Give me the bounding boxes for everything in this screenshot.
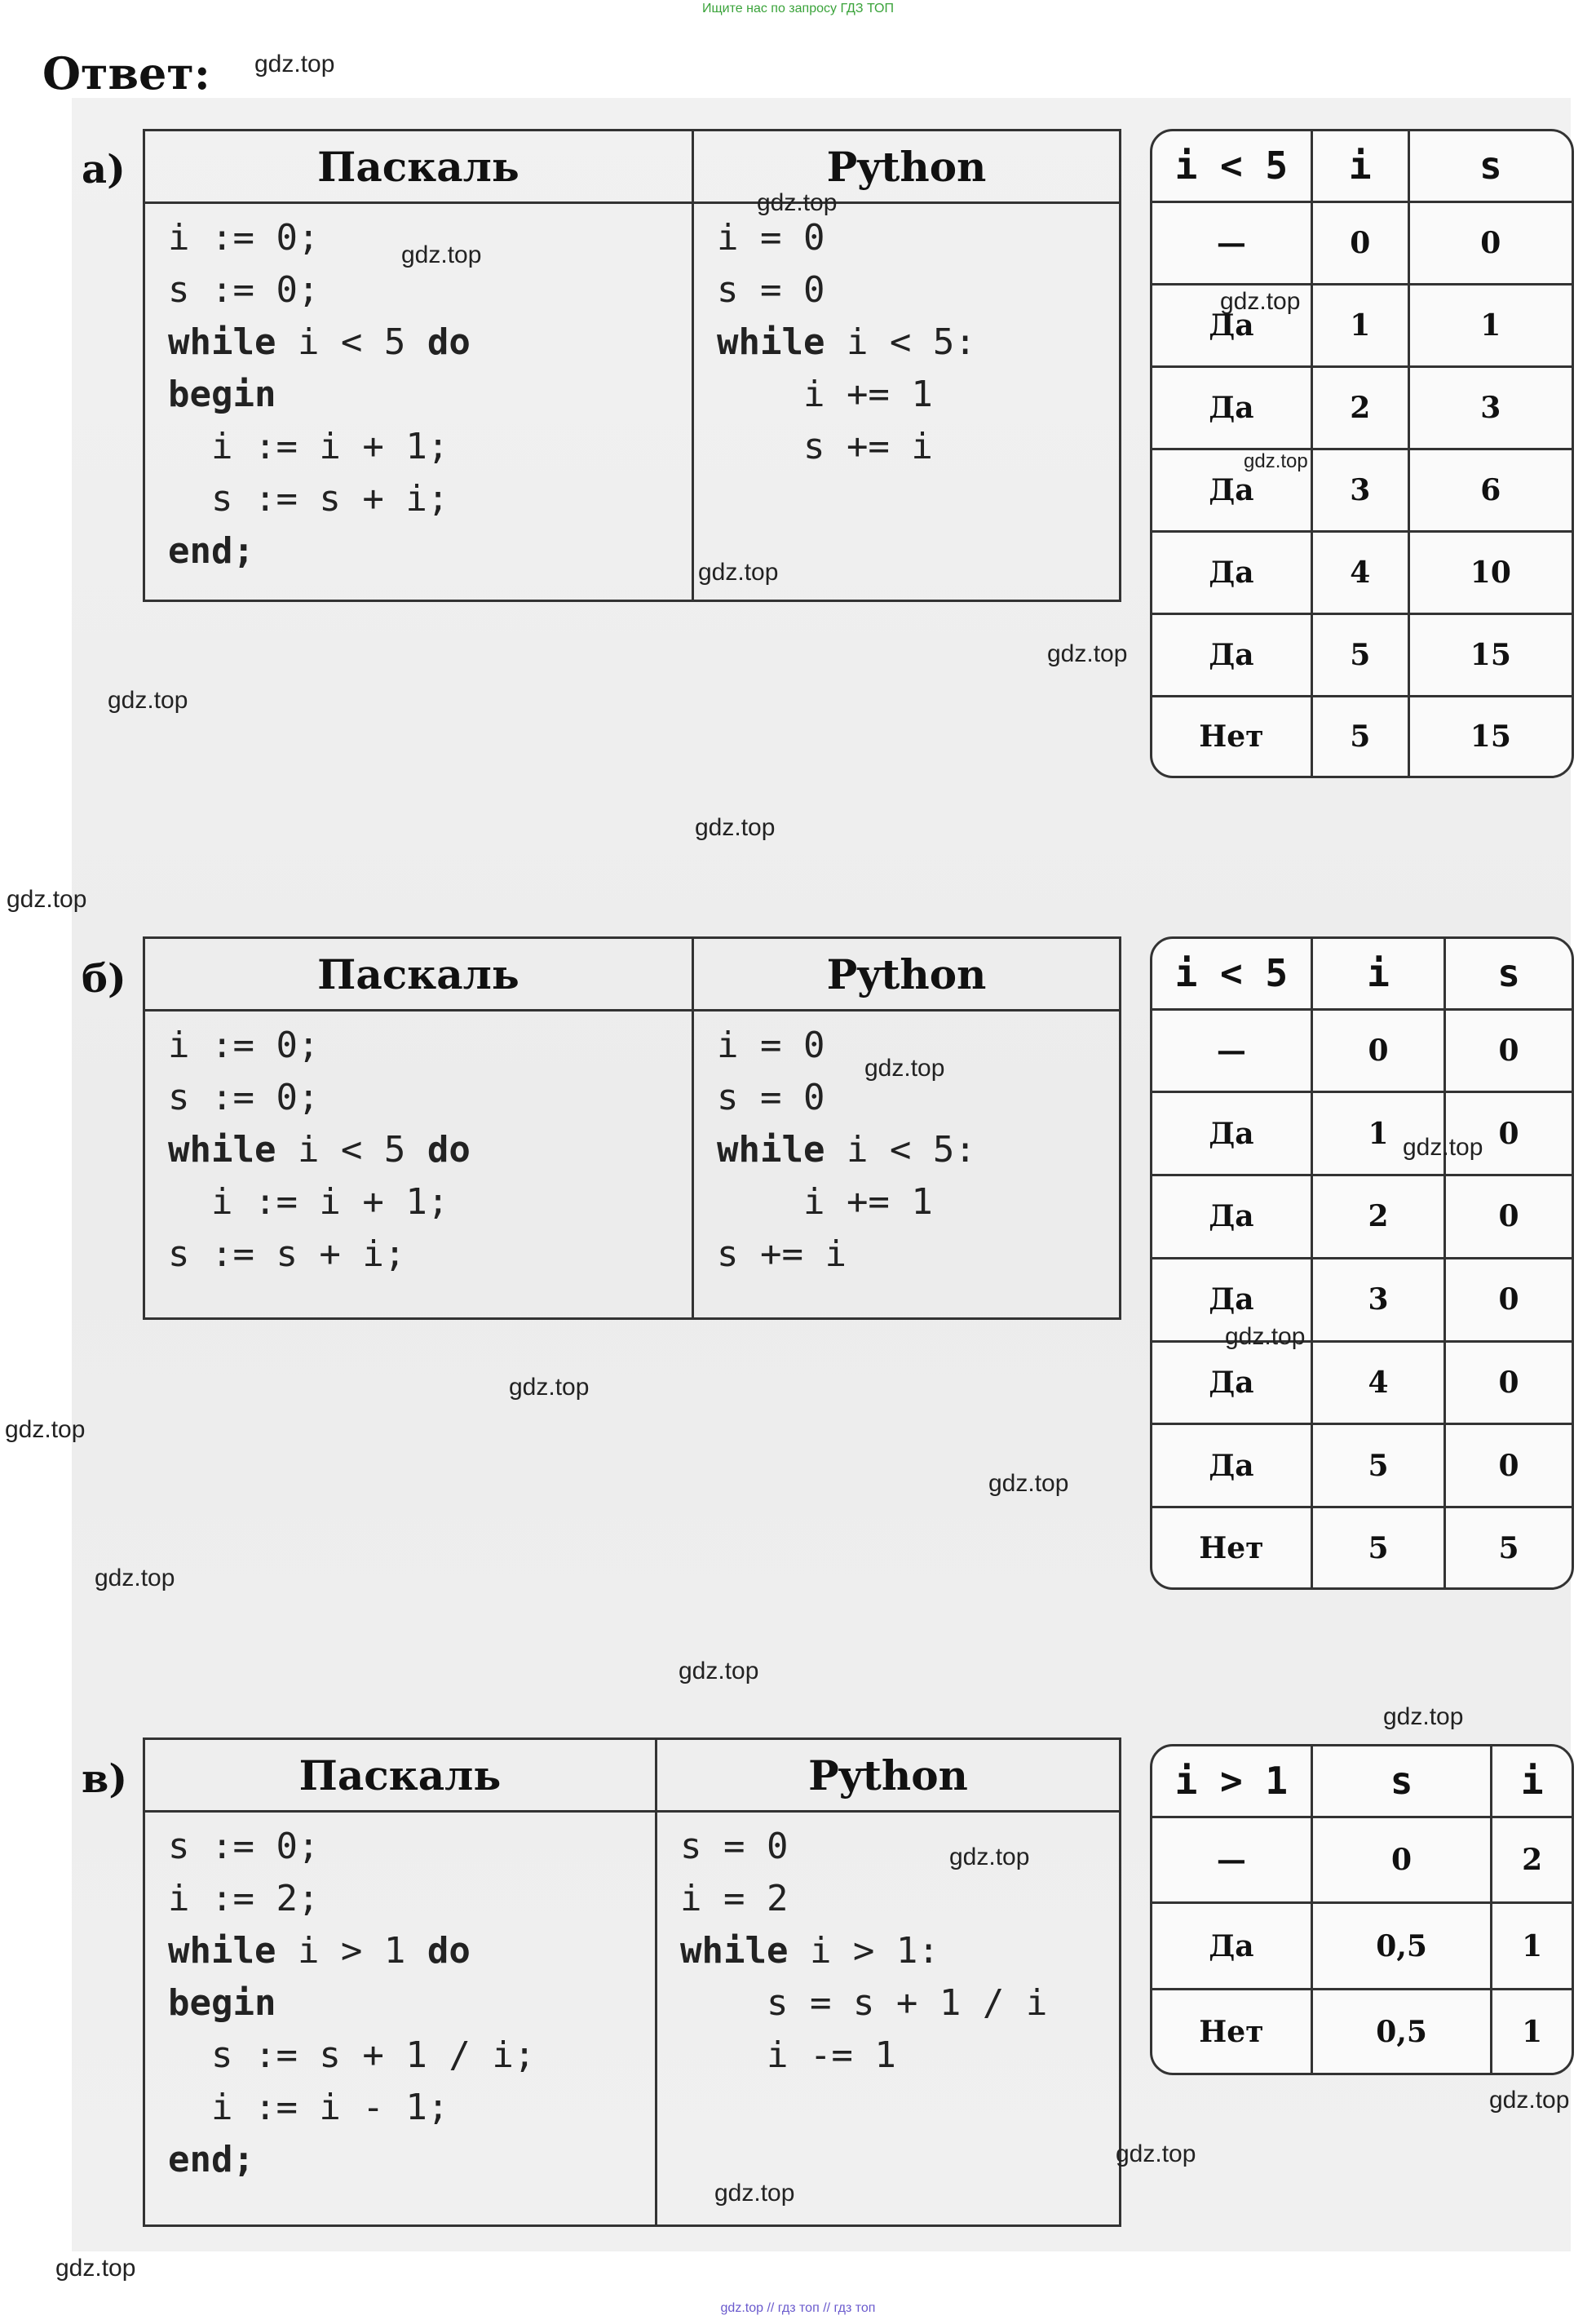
code-text: i += 1 bbox=[717, 1181, 933, 1223]
python-header: Python bbox=[657, 1739, 1121, 1812]
trace-header: i bbox=[1311, 131, 1408, 201]
code-text: i = 0 bbox=[717, 1025, 825, 1066]
code-text: s := s + i; bbox=[168, 478, 449, 520]
code-keyword: begin bbox=[168, 1982, 276, 2024]
part-c-label: в) bbox=[82, 1756, 128, 1802]
code-line bbox=[680, 1925, 1119, 1977]
code-text: i < 5: bbox=[825, 321, 976, 363]
trace-cell: 15 bbox=[1408, 613, 1572, 696]
trace-cell: 0 bbox=[1445, 1009, 1572, 1092]
trace-cell: Нет bbox=[1152, 696, 1311, 776]
python-code bbox=[693, 203, 1121, 601]
code-line bbox=[168, 1228, 692, 1281]
trace-row bbox=[1152, 1903, 1572, 1990]
watermark: gdz.top bbox=[1220, 288, 1301, 315]
code-line bbox=[168, 2082, 655, 2134]
code-line bbox=[680, 1873, 1119, 1925]
code-text: s += i bbox=[717, 426, 933, 467]
trace-cell: 2 bbox=[1311, 366, 1408, 449]
trace-header: s bbox=[1408, 131, 1572, 201]
code-line bbox=[168, 317, 692, 369]
trace-row bbox=[1152, 1175, 1572, 1259]
code-line bbox=[168, 1176, 692, 1228]
part-b-label: б) bbox=[82, 956, 126, 1002]
python-code bbox=[657, 1812, 1121, 2226]
watermark: gdz.top bbox=[1047, 640, 1128, 667]
footer[interactable]: gdz.top // гдз топ // гдз топ bbox=[720, 2301, 876, 2315]
code-line bbox=[168, 421, 692, 473]
watermark: gdz.top bbox=[1225, 1323, 1306, 1350]
code-text: s += i bbox=[717, 1233, 847, 1275]
trace-cell: Да bbox=[1152, 1903, 1311, 1990]
code-text: i := i + 1; bbox=[168, 1181, 449, 1223]
trace-cell: Да bbox=[1152, 449, 1311, 531]
code-text: i := 0; bbox=[168, 217, 320, 259]
code-keyword: while bbox=[168, 1930, 276, 1972]
code-text: i := i - 1; bbox=[168, 2087, 449, 2128]
trace-cell: 0 bbox=[1445, 1424, 1572, 1507]
code-line bbox=[168, 1020, 692, 1072]
trace-row bbox=[1152, 696, 1572, 776]
trace-row bbox=[1152, 1424, 1572, 1507]
trace-cell: 2 bbox=[1492, 1817, 1572, 1903]
trace-header: i bbox=[1492, 1746, 1572, 1817]
code-line bbox=[717, 264, 1119, 317]
trace-cell: Да bbox=[1152, 613, 1311, 696]
trace-cell: 0 bbox=[1445, 1341, 1572, 1424]
trace-cell: 1 bbox=[1522, 2014, 1543, 2049]
trace-cell: Да bbox=[1152, 1175, 1311, 1259]
code-keyword: while bbox=[717, 321, 825, 363]
watermark: gdz.top bbox=[1244, 450, 1308, 472]
code-text: i < 5 bbox=[276, 321, 427, 363]
code-text: s := 0; bbox=[168, 1077, 320, 1118]
code-line bbox=[168, 2134, 655, 2186]
trace-cell: 0 bbox=[1311, 1009, 1444, 1092]
code-line bbox=[168, 1072, 692, 1124]
code-line bbox=[168, 2030, 655, 2082]
trace-cell: 1 bbox=[1311, 1092, 1444, 1175]
pascal-header: Паскаль bbox=[144, 1739, 657, 1812]
trace-cell: 0 bbox=[1445, 1092, 1572, 1175]
trace-cell: 5 bbox=[1311, 613, 1408, 696]
top-banner[interactable]: Ищите нас по запросу ГДЗ ТОП bbox=[702, 2, 894, 15]
trace-row bbox=[1152, 1817, 1572, 1903]
code-line bbox=[717, 1228, 1119, 1281]
trace-cell: 5 bbox=[1311, 1507, 1444, 1587]
trace-cell: 1 bbox=[1408, 284, 1572, 366]
trace-cell: 5 bbox=[1311, 1424, 1444, 1507]
trace-cell: 6 bbox=[1408, 449, 1572, 531]
trace-row bbox=[1152, 366, 1572, 449]
code-text: i > 1: bbox=[788, 1930, 939, 1972]
trace-header: i < 5 bbox=[1152, 939, 1311, 1009]
code-line bbox=[680, 1977, 1119, 2030]
trace-table-b bbox=[1150, 936, 1574, 1590]
trace-cell: 4 bbox=[1311, 531, 1408, 613]
watermark: gdz.top bbox=[864, 1055, 945, 1082]
trace-cell: 5 bbox=[1498, 1530, 1519, 1565]
trace-cell: 0 bbox=[1408, 201, 1572, 284]
code-table-a bbox=[143, 129, 1121, 602]
python-header: Python bbox=[693, 938, 1121, 1011]
code-text: s = 0 bbox=[680, 1826, 789, 1867]
trace-cell: 3 bbox=[1311, 449, 1408, 531]
watermark: gdz.top bbox=[949, 1844, 1030, 1870]
watermark: gdz.top bbox=[55, 2255, 136, 2282]
watermark: gdz.top bbox=[7, 886, 87, 913]
watermark: gdz.top bbox=[95, 1565, 175, 1591]
python-header: Python bbox=[693, 131, 1121, 203]
trace-cell: Да bbox=[1152, 284, 1311, 366]
code-line bbox=[168, 473, 692, 525]
trace-cell: 0 bbox=[1311, 201, 1408, 284]
code-line bbox=[717, 421, 1119, 473]
trace-cell: 10 bbox=[1408, 531, 1572, 613]
code-text: s := 0; bbox=[168, 1826, 320, 1867]
code-text: s := s + i; bbox=[168, 1233, 406, 1275]
code-line bbox=[168, 369, 692, 421]
trace-table-c bbox=[1150, 1744, 1574, 2075]
trace-row bbox=[1152, 1507, 1572, 1587]
code-text: i > 1 bbox=[276, 1930, 427, 1972]
trace-row bbox=[1152, 201, 1572, 284]
trace-cell: 2 bbox=[1311, 1175, 1444, 1259]
trace-cell: Нет bbox=[1152, 1507, 1311, 1587]
trace-cell: Нет bbox=[1152, 1990, 1311, 2073]
watermark: gdz.top bbox=[988, 1470, 1069, 1497]
code-line bbox=[168, 264, 692, 317]
code-line bbox=[717, 212, 1119, 264]
code-text: i < 5: bbox=[825, 1129, 976, 1171]
code-line bbox=[168, 1925, 655, 1977]
trace-cell: 15 bbox=[1470, 719, 1511, 754]
code-keyword: end; bbox=[168, 2139, 254, 2180]
trace-row bbox=[1152, 284, 1572, 366]
code-text: i += 1 bbox=[717, 374, 933, 415]
watermark: gdz.top bbox=[401, 241, 482, 268]
pascal-header: Паскаль bbox=[144, 938, 693, 1011]
trace-cell: 0 bbox=[1445, 1175, 1572, 1259]
trace-cell: 3 bbox=[1408, 366, 1572, 449]
code-line bbox=[717, 317, 1119, 369]
code-line bbox=[717, 369, 1119, 421]
code-keyword: do bbox=[427, 1129, 471, 1171]
trace-header: s bbox=[1445, 939, 1572, 1009]
watermark: gdz.top bbox=[1489, 2087, 1570, 2114]
code-text: s := 0; bbox=[168, 269, 320, 311]
trace-cell: — bbox=[1152, 201, 1311, 284]
code-text: i := 0; bbox=[168, 1025, 320, 1066]
watermark: gdz.top bbox=[698, 559, 779, 586]
trace-cell: 0,5 bbox=[1311, 1903, 1492, 1990]
trace-cell: Да bbox=[1152, 1092, 1311, 1175]
watermark: gdz.top bbox=[695, 814, 776, 841]
trace-cell: 0 bbox=[1311, 1817, 1492, 1903]
trace-row bbox=[1152, 613, 1572, 696]
code-keyword: begin bbox=[168, 374, 276, 415]
trace-cell: — bbox=[1152, 1009, 1311, 1092]
code-line bbox=[168, 1977, 655, 2030]
trace-row bbox=[1152, 449, 1572, 531]
code-line bbox=[168, 1873, 655, 1925]
trace-row bbox=[1152, 1990, 1572, 2073]
answer-heading: Ответ: bbox=[42, 47, 210, 100]
code-table-c bbox=[143, 1737, 1121, 2227]
code-text: s := s + 1 / i; bbox=[168, 2034, 536, 2076]
trace-cell: 5 bbox=[1311, 696, 1408, 776]
watermark: gdz.top bbox=[757, 189, 838, 216]
part-a-label: а) bbox=[82, 147, 126, 193]
watermark: gdz.top bbox=[108, 687, 188, 714]
code-text: i < 5 bbox=[276, 1129, 427, 1171]
code-keyword: while bbox=[680, 1930, 789, 1972]
code-keyword: do bbox=[427, 1930, 471, 1972]
code-keyword: while bbox=[717, 1129, 825, 1171]
trace-cell: 1 bbox=[1492, 1903, 1572, 1990]
watermark: gdz.top bbox=[509, 1374, 590, 1401]
trace-row bbox=[1152, 1258, 1572, 1341]
code-text: i := 2; bbox=[168, 1878, 320, 1919]
pascal-code bbox=[144, 1812, 657, 2226]
trace-cell: Да bbox=[1152, 1258, 1311, 1341]
trace-cell: Да bbox=[1152, 531, 1311, 613]
trace-header: i < 5 bbox=[1152, 131, 1311, 201]
watermark: gdz.top bbox=[1383, 1703, 1464, 1730]
pascal-header: Паскаль bbox=[144, 131, 693, 203]
trace-header: i > 1 bbox=[1152, 1746, 1311, 1817]
trace-header: s bbox=[1311, 1746, 1492, 1817]
trace-cell: 4 bbox=[1311, 1341, 1444, 1424]
watermark: gdz.top bbox=[714, 2180, 795, 2207]
code-line bbox=[717, 1176, 1119, 1228]
trace-row bbox=[1152, 1092, 1572, 1175]
watermark: gdz.top bbox=[1403, 1134, 1483, 1161]
trace-header: i bbox=[1311, 939, 1444, 1009]
trace-table-a bbox=[1150, 129, 1574, 778]
trace-cell: 0,5 bbox=[1311, 1990, 1492, 2073]
watermark: gdz.top bbox=[254, 51, 335, 77]
trace-row bbox=[1152, 1009, 1572, 1092]
pascal-code bbox=[144, 1011, 693, 1319]
code-text: s = s + 1 / i bbox=[680, 1982, 1048, 2024]
code-line bbox=[717, 1124, 1119, 1176]
code-text: i -= 1 bbox=[680, 2034, 896, 2076]
code-keyword: while bbox=[168, 1129, 276, 1171]
trace-cell: Да bbox=[1152, 366, 1311, 449]
code-line bbox=[168, 525, 692, 578]
code-text: s = 0 bbox=[717, 1077, 825, 1118]
trace-cell: Да bbox=[1152, 1341, 1311, 1424]
code-keyword: while bbox=[168, 321, 276, 363]
code-keyword: end; bbox=[168, 530, 254, 572]
trace-cell: 1 bbox=[1311, 284, 1408, 366]
code-text: i = 0 bbox=[717, 217, 825, 259]
trace-cell: 0 bbox=[1445, 1258, 1572, 1341]
trace-cell: 3 bbox=[1311, 1258, 1444, 1341]
watermark: gdz.top bbox=[5, 1416, 86, 1443]
trace-row bbox=[1152, 531, 1572, 613]
watermark: gdz.top bbox=[1116, 2140, 1196, 2167]
trace-row bbox=[1152, 1341, 1572, 1424]
code-line bbox=[168, 1124, 692, 1176]
code-text: s = 0 bbox=[717, 269, 825, 311]
code-table-b bbox=[143, 936, 1121, 1320]
code-text: i := i + 1; bbox=[168, 426, 449, 467]
code-line bbox=[168, 1821, 655, 1873]
code-line bbox=[680, 2030, 1119, 2082]
code-text: i = 2 bbox=[680, 1878, 789, 1919]
code-line bbox=[680, 1821, 1119, 1873]
trace-cell: — bbox=[1152, 1817, 1311, 1903]
watermark: gdz.top bbox=[679, 1658, 759, 1684]
trace-cell: Да bbox=[1152, 1424, 1311, 1507]
code-keyword: do bbox=[427, 321, 471, 363]
